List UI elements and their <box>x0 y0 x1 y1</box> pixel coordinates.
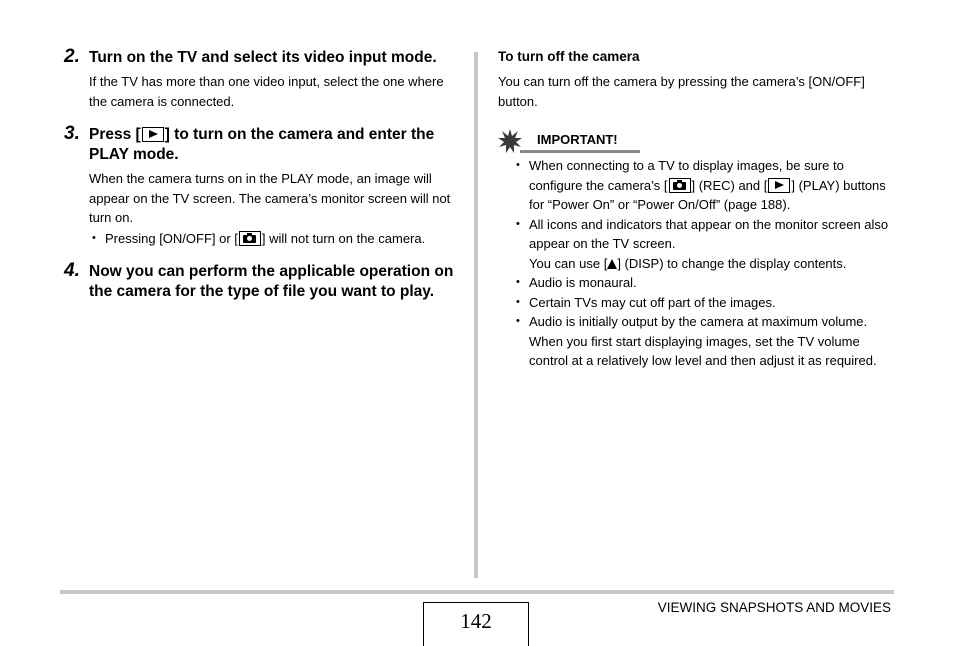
play-icon <box>768 178 790 193</box>
step-number: 3. <box>64 123 80 144</box>
bullet-text: You can use [ <box>529 255 608 271</box>
step-number: 4. <box>64 260 80 281</box>
step-3 <box>64 125 460 248</box>
footer-rule <box>60 590 894 594</box>
important-list <box>498 156 898 371</box>
section-body: You can turn off the camera by pressing the camera’s [ON/OFF] button. <box>498 74 865 109</box>
list-item: • Audio is monaural. <box>513 273 898 293</box>
step-heading <box>89 125 460 165</box>
important-underline <box>520 150 640 153</box>
section-heading: To turn off the camera <box>498 49 640 64</box>
step-heading: Turn on the TV and select its video input mode. <box>89 49 437 66</box>
column-divider <box>474 52 478 578</box>
bullet-text: ] (PLAY) buttons for “Power On” or “Power On/Off” (page 188). <box>529 177 886 212</box>
step-heading-part: Press [ <box>89 126 141 143</box>
bullet-text: When connecting to a TV to display images, be sure to configure the camera’s [ <box>529 158 844 193</box>
step-heading-part: ] to turn on the camera and enter the PLAY mode. <box>89 126 435 163</box>
right-column <box>498 48 898 371</box>
bullet-subtext <box>529 254 898 274</box>
list-item <box>513 215 898 274</box>
step-2 <box>64 48 460 111</box>
camera-icon <box>669 178 691 193</box>
bullet-text: ] (DISP) to change the display contents. <box>617 255 847 271</box>
footer-section-title: VIEWING SNAPSHOTS AND MOVIES <box>657 600 891 615</box>
page-number: 142 <box>423 602 529 646</box>
important-burst-icon <box>498 129 522 153</box>
list-item: • Audio is initially output by the camera at maximum volume. When you first start displaying images, set the TV volume control at a relatively low level and then adjust it as required. <box>513 312 898 371</box>
play-icon <box>142 127 164 142</box>
bullet-text: Pressing [ON/OFF] or [ <box>105 230 238 246</box>
step-4 <box>64 262 460 302</box>
list-item: • Certain TVs may cut off part of the images. <box>513 293 898 313</box>
step-body: When the camera turns on in the PLAY mode, an image will appear on the TV screen. The camera’s monitor screen will not turn on. <box>89 171 451 225</box>
important-header <box>498 129 898 153</box>
list-item <box>89 229 460 249</box>
camera-icon <box>239 231 261 246</box>
bullet-text: • All icons and indicators that appear on the monitor screen also appear on the TV screen. <box>529 216 889 251</box>
step-heading: Now you can perform the applicable operation on the camera for the type of file you want to play. <box>89 263 454 300</box>
bullet-text: ] will not turn on the camera. <box>261 230 426 246</box>
step-number: 2. <box>64 46 80 67</box>
left-column <box>64 48 460 302</box>
step-body: If the TV has more than one video input, select the one where the camera is connected. <box>89 74 444 109</box>
list-item <box>513 156 898 215</box>
important-label: IMPORTANT! <box>537 132 618 147</box>
bullet-text: ] (REC) and [ <box>691 177 768 193</box>
up-triangle-icon <box>607 259 617 269</box>
